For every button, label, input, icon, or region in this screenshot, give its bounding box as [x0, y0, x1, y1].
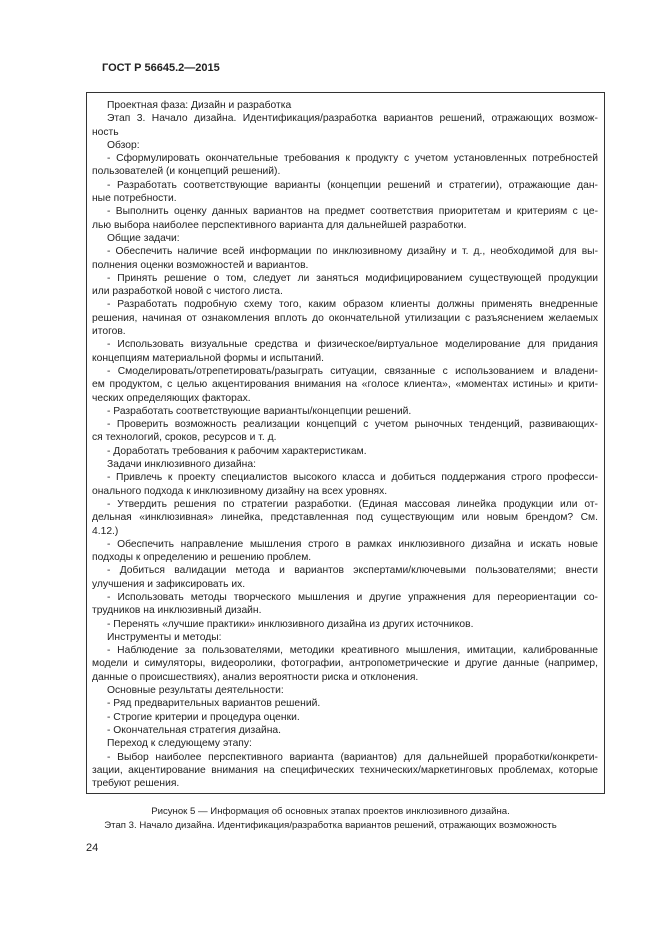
- text-line: Общие задачи:: [107, 232, 180, 244]
- text-line: - Использовать визуальные средства и физическое/виртуальное моделирование для придания: [107, 339, 598, 351]
- text-line: - Привлечь к проекту специалистов высокого класса и добиться поддержания строго професси-: [107, 472, 598, 484]
- text-line: ность: [92, 126, 119, 138]
- text-line: требуют решения.: [92, 778, 180, 790]
- text-line: - Окончательная стратегия дизайна.: [107, 724, 282, 736]
- text-line: - Разработать соответствующие варианты (концепции решений и стратегии), отражающие дан-: [107, 179, 598, 191]
- text-line: - Выбор наиболее перспективного варианта (вариантов) для дальнейшей проработки/конкрети-: [107, 751, 598, 763]
- text-line: - Обеспечить наличие всей информации по инклюзивному дизайну и т. д., необходимой для вы-: [107, 246, 598, 258]
- text-line: данные о происшествиях), анализ вероятности риска и отклонения.: [92, 671, 419, 683]
- text-line: - Строгие критерии и процедура оценки.: [107, 711, 300, 723]
- text-line: дельная «инклюзивная» линейка, представленная под существующим или новым брендом? См.: [92, 512, 598, 524]
- text-line: улучшения и зафиксировать их.: [92, 578, 246, 590]
- text-line: подходы к определению и решению проблем.: [92, 552, 312, 564]
- text-line: - Разработать соответствующие варианты/концепции решений.: [107, 405, 412, 417]
- text-line: - Утвердить решения по стратегии разработки. (Единая массовая линейка продукции или от-: [107, 498, 598, 510]
- figure-box: [86, 92, 605, 794]
- text-line: онального подхода к инклюзивному дизайну на всех уровнях.: [92, 485, 388, 497]
- text-line: модели и симуляторы, видеоролики, фотографии, антропометрические и другие данные (например,: [92, 658, 598, 670]
- text-line: ся технологий, сроков, ресурсов и т. д.: [92, 432, 277, 444]
- text-line: концепциям материальной формы и испытаний.: [92, 352, 324, 364]
- text-line: - Наблюдение за пользователями, методики креативного мышления, имитации, калиброванные: [107, 645, 598, 657]
- figure-caption-subtitle: Этап 3. Начало дизайна. Идентификация/разработка вариантов решений, отражающих возможность: [104, 820, 557, 831]
- text-line: - Добиться валидации метода и вариантов экспертами/ключевыми пользователями; внести: [107, 565, 598, 577]
- text-line: - Обеспечить направление мышления строго в рамках инклюзивного дизайна и искать новые: [107, 538, 598, 550]
- text-line: - Смоделировать/отрепетировать/разыграть ситуации, связанные с использованием и владени-: [107, 365, 598, 377]
- document-header: ГОСТ Р 56645.2—2015: [102, 62, 220, 74]
- text-line: - Принять решение о том, следует ли заняться модифицированием существующей продукции: [107, 272, 598, 284]
- text-line: ем продуктом, с целью акцентирования внимания на «голосе клиента», «моментах истины» и крити-: [92, 379, 598, 391]
- text-line: Задачи инклюзивного дизайна:: [107, 459, 256, 471]
- text-line: зации, акцентирование внимания на специфических технических/маркетинговых проблемах, которые: [92, 764, 598, 776]
- text-line: или разработкой новой с чистого листа.: [92, 286, 283, 298]
- page-number: 24: [86, 842, 99, 854]
- text-line: полнения оценки возможностей и вариантов.: [92, 259, 309, 271]
- text-line: решения, начиная от ознакомления вплоть до окончательной утилизации с разъяснением желаемых: [92, 312, 598, 324]
- text-line: трудников на инклюзивный дизайн.: [92, 605, 262, 617]
- text-line: - Доработать требования к рабочим характеристикам.: [107, 445, 367, 457]
- text-line: ные потребности.: [92, 193, 177, 205]
- text-line: - Разработать подробную схему того, каким образом клиенты должны применять внедренные: [107, 299, 598, 311]
- text-line: итогов.: [92, 326, 126, 338]
- text-line: Основные результаты деятельности:: [107, 685, 284, 697]
- text-line: - Использовать методы творческого мышления и другие упражнения для переориентации со-: [107, 591, 598, 603]
- text-line: - Сформулировать окончательные требования к продукту с учетом установленных потребностей: [107, 153, 598, 165]
- text-line: Обзор:: [107, 139, 140, 151]
- text-line: Инструменты и методы:: [107, 631, 222, 643]
- text-line: - Проверить возможность реализации концепций с учетом рыночных тенденций, развивающих-: [107, 419, 598, 431]
- text-line: - Перенять «лучшие практики» инклюзивного дизайна из других источников.: [107, 618, 474, 630]
- text-line: Проектная фаза: Дизайн и разработка: [107, 100, 292, 111]
- text-line: Этап 3. Начало дизайна. Идентификация/разработка вариантов решений, отражающих возмож-: [107, 113, 598, 125]
- text-line: ческих определяющих факторах.: [92, 392, 251, 404]
- text-line: пользователей (и концепций решений).: [92, 166, 281, 178]
- text-line: Переход к следующему этапу:: [107, 738, 252, 750]
- text-line: - Выполнить оценку данных вариантов на предмет соответствия приоритетам и критериям с це-: [107, 206, 598, 218]
- figure-caption-title: Рисунок 5 — Информация об основных этапах проектов инклюзивного дизайна.: [151, 806, 510, 817]
- text-line: - Ряд предварительных вариантов решений.: [107, 698, 321, 710]
- text-line: лью выбора наиболее перспективного варианта для дальнейшей разработки.: [92, 219, 467, 231]
- text-line: 4.12.): [92, 525, 119, 537]
